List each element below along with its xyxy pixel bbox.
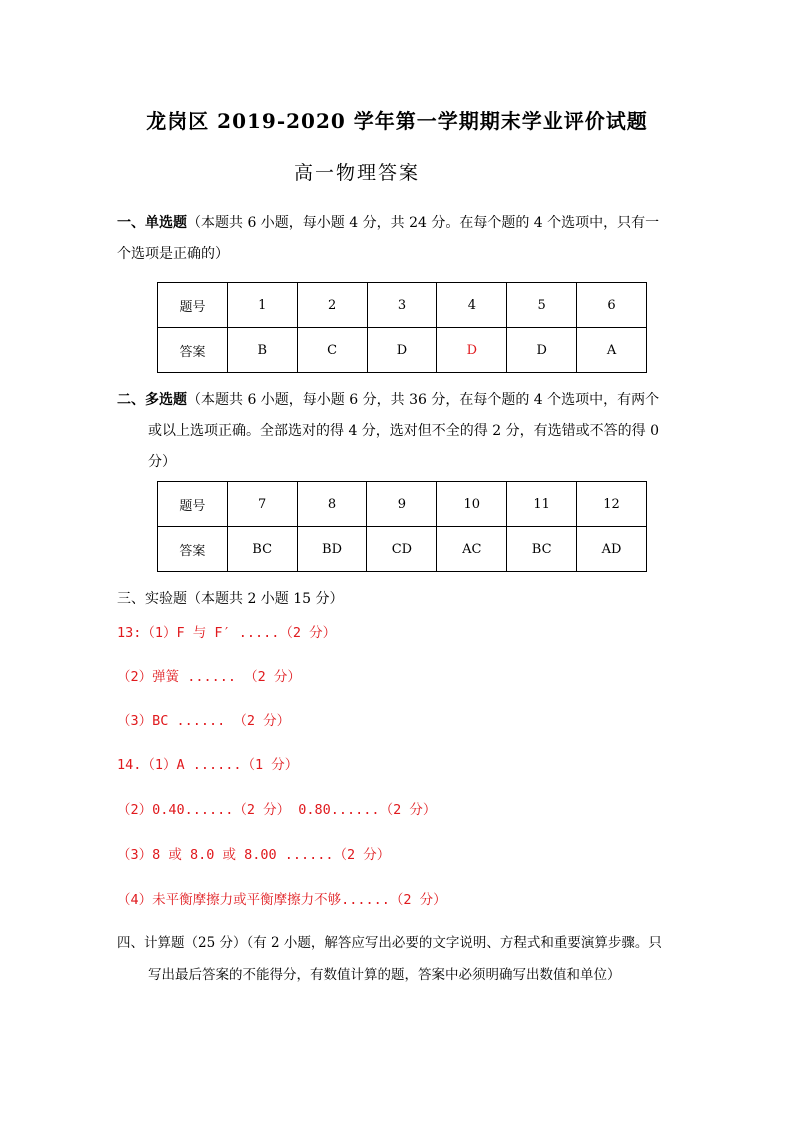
question-number: 9 bbox=[367, 482, 437, 527]
answer-cell: BC bbox=[227, 527, 297, 572]
question-number: 11 bbox=[507, 482, 577, 527]
section2-desc-line2: 或以上选项正确。全部选对的得 4 分，选对但不全的得 2 分，有选错或不答的得 0 bbox=[148, 423, 659, 439]
section1-line1 bbox=[117, 213, 659, 233]
answer-line-14-1: 14.（1）A ......（1 分） bbox=[117, 757, 299, 773]
question-number: 2 bbox=[297, 283, 367, 328]
answer-line-13-3: （3）BC ...... （2 分） bbox=[117, 713, 291, 729]
section4-line1: 四、计算题（25 分）（有 2 小题，解答应写出必要的文字说明、方程式和重要演算步骤。只 bbox=[117, 935, 662, 951]
question-number: 6 bbox=[577, 283, 647, 328]
answer-line-14-4: （4）未平衡摩擦力或平衡摩擦力不够......（2 分） bbox=[117, 892, 447, 908]
question-number: 8 bbox=[297, 482, 367, 527]
section4-line2: 写出最后答案的不能得分，有数值计算的题，答案中必须明确写出数值和单位） bbox=[148, 967, 621, 983]
section2-desc-line3: 分） bbox=[148, 454, 176, 470]
answer-cell: BD bbox=[297, 527, 367, 572]
section3-heading: 三、实验题（本题共 2 小题 15 分） bbox=[117, 591, 344, 607]
question-number: 5 bbox=[507, 283, 577, 328]
table-row bbox=[158, 328, 647, 373]
row-label-answer: 答案 bbox=[158, 527, 228, 572]
section1-desc-line2: 个选项是正确的） bbox=[117, 246, 229, 262]
answer-cell-highlighted: D bbox=[437, 328, 507, 373]
question-number: 4 bbox=[437, 283, 507, 328]
question-number: 12 bbox=[577, 482, 647, 527]
table-row bbox=[158, 283, 647, 328]
question-number: 1 bbox=[227, 283, 297, 328]
section1-heading: 一、单选题 bbox=[117, 215, 187, 231]
question-number: 3 bbox=[367, 283, 437, 328]
question-number: 7 bbox=[227, 482, 297, 527]
section2-line1 bbox=[117, 390, 659, 410]
answer-cell: D bbox=[367, 328, 437, 373]
answer-line-13-1: 13:（1）F 与 F′ .....（2 分） bbox=[117, 625, 337, 641]
row-label-answer: 答案 bbox=[158, 328, 228, 373]
answer-line-14-3: （3）8 或 8.0 或 8.00 ......（2 分） bbox=[117, 847, 391, 863]
section2-desc-line1: （本题共 6 小题，每小题 6 分，共 36 分，在每个题的 4 个选项中，有两个 bbox=[187, 392, 660, 408]
answer-cell: BC bbox=[507, 527, 577, 572]
answer-cell: AD bbox=[577, 527, 647, 572]
section2-answer-table bbox=[157, 481, 647, 572]
row-label-question-number: 题号 bbox=[158, 482, 228, 527]
answer-cell: D bbox=[507, 328, 577, 373]
answer-cell: B bbox=[227, 328, 297, 373]
section1-desc-line1: （本题共 6 小题，每小题 4 分，共 24 分。在每个题的 4 个选项中，只有一 bbox=[187, 215, 660, 231]
answer-cell: CD bbox=[367, 527, 437, 572]
section2-heading: 二、多选题 bbox=[117, 392, 187, 408]
section1-answer-table bbox=[157, 282, 647, 373]
row-label-question-number: 题号 bbox=[158, 283, 228, 328]
table-row bbox=[158, 482, 647, 527]
answer-line-13-2: （2）弹簧 ...... （2 分） bbox=[117, 669, 301, 685]
document-subtitle: 高一物理答案 bbox=[294, 162, 421, 184]
answer-cell: AC bbox=[437, 527, 507, 572]
answer-line-14-2: （2）0.40......（2 分） 0.80......（2 分） bbox=[117, 802, 437, 818]
question-number: 10 bbox=[437, 482, 507, 527]
answer-cell: A bbox=[577, 328, 647, 373]
document-title: 龙岗区 2019-2020 学年第一学期期末学业评价试题 bbox=[146, 109, 648, 133]
table-row bbox=[158, 527, 647, 572]
answer-cell: C bbox=[297, 328, 367, 373]
